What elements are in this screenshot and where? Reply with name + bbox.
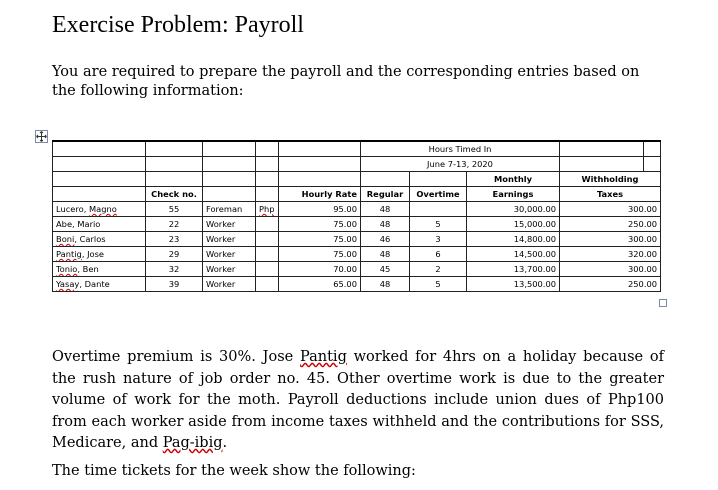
withholding-tax: 300.00: [560, 262, 661, 277]
hourly-rate: 75.00: [279, 232, 361, 247]
employee-name: Tonio, Ben: [53, 262, 146, 277]
check-no: 23: [146, 232, 203, 247]
hours-period-header: June 7-13, 2020: [361, 157, 560, 172]
table-row: [53, 247, 661, 262]
currency: [256, 262, 279, 277]
regular-hours: 48: [361, 247, 410, 262]
monthly-header: Monthly: [467, 172, 560, 187]
employee-name: Pantig, Jose: [53, 247, 146, 262]
table-resize-handle[interactable]: [659, 299, 667, 307]
page-title: Exercise Problem: Payroll: [52, 12, 304, 38]
currency: Php: [256, 202, 279, 217]
monthly-earnings: 15,000.00: [467, 217, 560, 232]
withholding-tax: 320.00: [560, 247, 661, 262]
monthly-earnings: 13,500.00: [467, 277, 560, 292]
table-row: [53, 217, 661, 232]
hourly-rate: 95.00: [279, 202, 361, 217]
header-row-1: [53, 141, 661, 157]
table-row: [53, 232, 661, 247]
check-no: 55: [146, 202, 203, 217]
hours-group-header: Hours Timed In: [361, 141, 560, 157]
check-no: 29: [146, 247, 203, 262]
position: Worker: [203, 247, 256, 262]
currency: [256, 217, 279, 232]
monthly-earnings: 14,800.00: [467, 232, 560, 247]
withholding-tax: 250.00: [560, 277, 661, 292]
earnings-header: Earnings: [467, 187, 560, 202]
regular-hours: 48: [361, 202, 410, 217]
payroll-table: [52, 140, 661, 292]
regular-header: Regular: [361, 187, 410, 202]
overtime-header: Overtime: [410, 187, 467, 202]
taxes-header: Taxes: [560, 187, 661, 202]
header-row-2: [53, 157, 661, 172]
header-row-3: [53, 172, 661, 187]
hourly-rate: 65.00: [279, 277, 361, 292]
employee-name: Lucero, Magno: [53, 202, 146, 217]
intro-text: You are required to prepare the payroll and the corresponding entries based on the following information:: [52, 64, 640, 99]
monthly-earnings: 30,000.00: [467, 202, 560, 217]
table-row: [53, 277, 661, 292]
overtime-hours: 3: [410, 232, 467, 247]
hourly-rate: 70.00: [279, 262, 361, 277]
withholding-tax: 250.00: [560, 217, 661, 232]
position: Worker: [203, 262, 256, 277]
overtime-hours: 6: [410, 247, 467, 262]
position: Worker: [203, 232, 256, 247]
move-icon[interactable]: [35, 130, 48, 143]
overtime-hours: [410, 202, 467, 217]
currency: [256, 232, 279, 247]
position: Worker: [203, 217, 256, 232]
regular-hours: 45: [361, 262, 410, 277]
overtime-hours: 5: [410, 217, 467, 232]
check-header: Check no.: [146, 187, 203, 202]
employee-name: Yasay, Dante: [53, 277, 146, 292]
withholding-tax: 300.00: [560, 202, 661, 217]
employee-name: Abe, Mario: [53, 217, 146, 232]
employee-name: Boni, Carlos: [53, 232, 146, 247]
table-row: [53, 262, 661, 277]
position: Foreman: [203, 202, 256, 217]
monthly-earnings: 13,700.00: [467, 262, 560, 277]
check-no: 39: [146, 277, 203, 292]
hourly-rate: 75.00: [279, 247, 361, 262]
time-tickets-line: The time tickets for the week show the following:: [52, 463, 416, 479]
table-row: [53, 202, 661, 217]
currency: [256, 247, 279, 262]
overtime-hours: 5: [410, 277, 467, 292]
currency: [256, 277, 279, 292]
regular-hours: 48: [361, 277, 410, 292]
position: Worker: [203, 277, 256, 292]
check-no: 32: [146, 262, 203, 277]
header-row-4: [53, 187, 661, 202]
withholding-tax: 300.00: [560, 232, 661, 247]
overtime-paragraph: Overtime premium is 30%. Jose Pantig worked for 4hrs on a holiday because of the rush nature of job order no. 45. Other overtime work is due to the greater volume of work for the moth. Payroll deductions include union dues of Php100 from each worker aside from income taxes withheld and the contributions for SSS, Medicare, and Pag-ibig.: [52, 349, 664, 451]
hourly-rate: 75.00: [279, 217, 361, 232]
overtime-hours: 2: [410, 262, 467, 277]
regular-hours: 46: [361, 232, 410, 247]
check-no: 22: [146, 217, 203, 232]
monthly-earnings: 14,500.00: [467, 247, 560, 262]
withholding-header: Withholding: [560, 172, 661, 187]
regular-hours: 48: [361, 217, 410, 232]
rate-header: Hourly Rate: [279, 187, 361, 202]
